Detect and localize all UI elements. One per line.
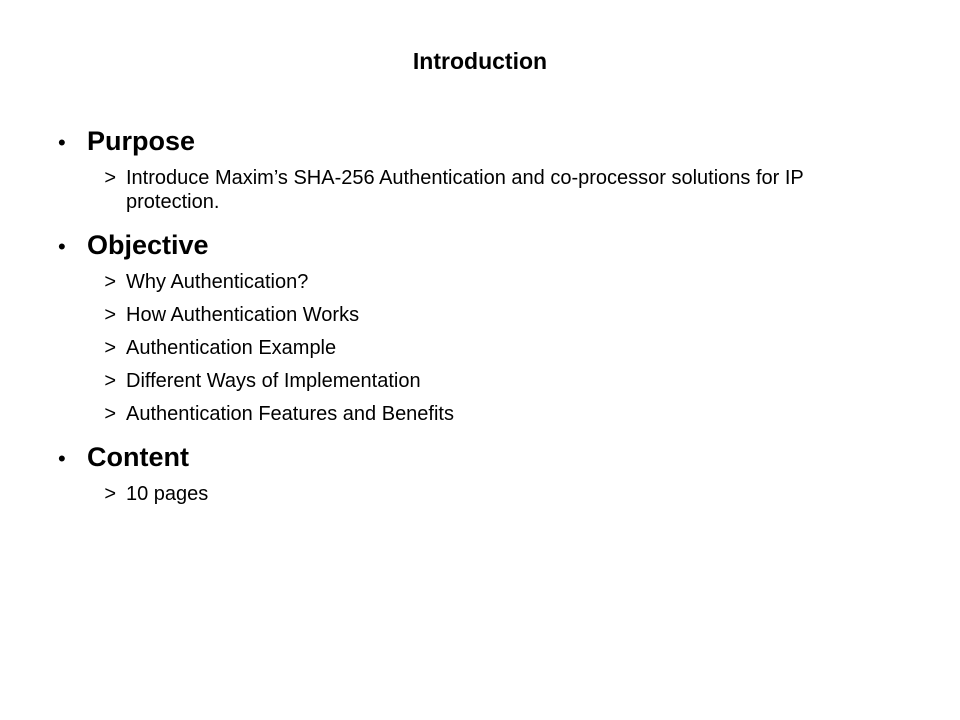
chevron-right-icon: > <box>104 271 116 293</box>
slide-content <box>58 126 898 522</box>
chevron-right-icon: > <box>104 483 116 505</box>
bullet-icon: • <box>58 234 66 259</box>
list-item-text: Different Ways of Implementation <box>126 370 421 392</box>
list-item-text: How Authentication Works <box>126 304 360 326</box>
list-item-text: Introduce Maxim’s SHA-256 Authentication and co-processor solutions for IP protection. <box>126 167 804 213</box>
list-item <box>58 270 898 294</box>
section-heading: Purpose <box>87 126 196 156</box>
chevron-right-icon: > <box>104 304 116 326</box>
section-content <box>58 442 898 506</box>
list-item <box>58 369 898 393</box>
section-purpose <box>58 126 898 214</box>
section-objective <box>58 230 898 426</box>
bullet-icon: • <box>58 446 66 471</box>
list-item-text: Why Authentication? <box>126 271 309 293</box>
list-item <box>58 303 898 327</box>
list-item <box>58 402 898 426</box>
chevron-right-icon: > <box>104 403 116 425</box>
bullet-icon: • <box>58 130 66 155</box>
list-item-text: Authentication Features and Benefits <box>126 403 454 425</box>
list-item <box>58 336 898 360</box>
chevron-right-icon: > <box>104 370 116 392</box>
list-item-text: 10 pages <box>126 483 209 505</box>
list-item <box>58 166 898 214</box>
list-item-text: Authentication Example <box>126 337 337 359</box>
section-heading: Objective <box>87 230 209 260</box>
slide-title: Introduction <box>412 48 548 74</box>
section-heading: Content <box>87 442 189 472</box>
chevron-right-icon: > <box>104 337 116 359</box>
list-item <box>58 482 898 506</box>
chevron-right-icon: > <box>104 167 116 189</box>
